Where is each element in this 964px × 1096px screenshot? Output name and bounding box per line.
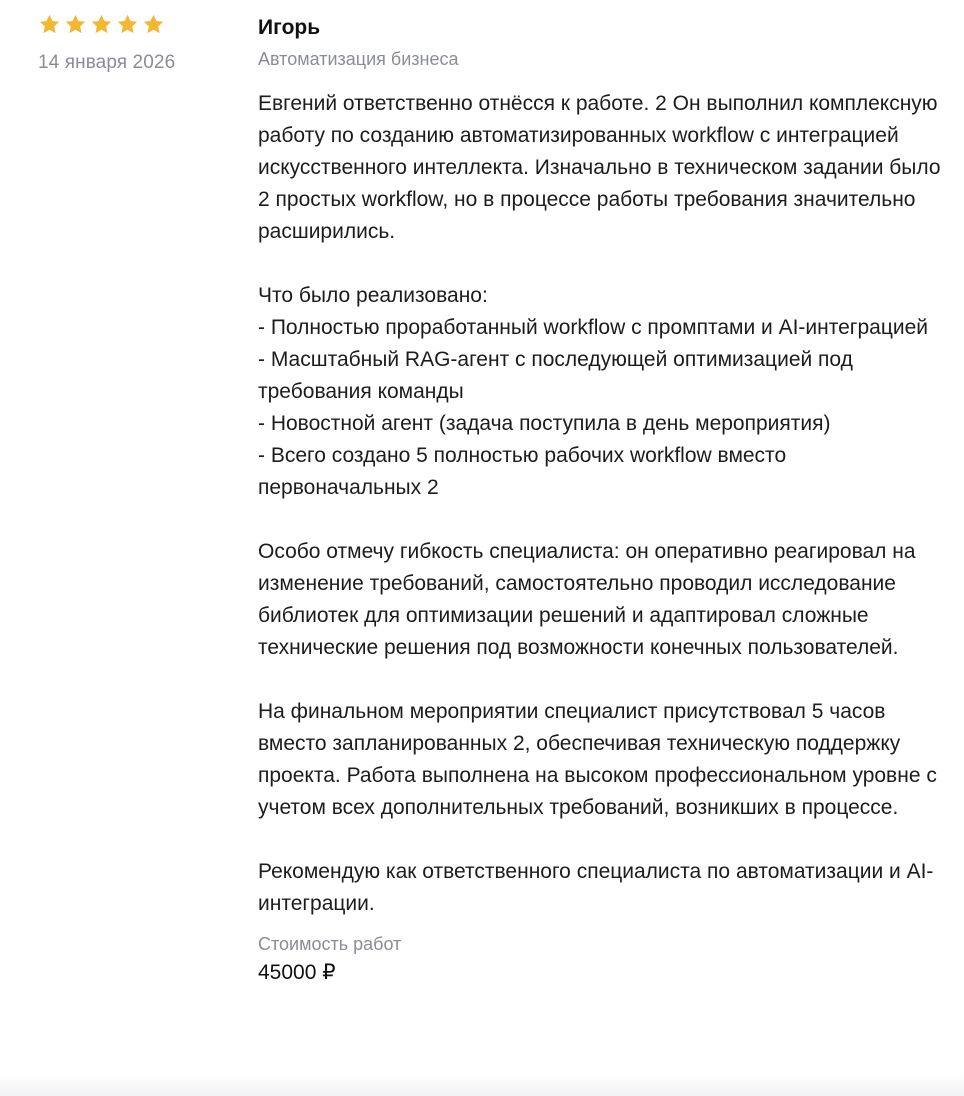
star-icon — [90, 13, 113, 36]
review-body — [258, 14, 948, 987]
cost-value: 45000 ₽ — [258, 961, 336, 984]
star-rating — [38, 12, 238, 36]
star-icon — [38, 13, 61, 36]
star-icon — [142, 13, 165, 36]
review-paragraph: Особо отмечу гибкость специалиста: он оперативно реагировал на изменение требований, самостоятельно проводил исследование библиотек для оптимизации решений и адаптировал сложные технические решения под возможности конечных пользователей. — [258, 540, 916, 659]
review-meta — [38, 12, 238, 74]
star-icon — [116, 13, 139, 36]
review-text — [258, 88, 948, 920]
star-icon — [64, 13, 87, 36]
review-date: 14 января 2026 — [38, 52, 176, 73]
cost-label: Стоимость работ — [258, 934, 402, 954]
author-name[interactable]: Игорь — [258, 16, 321, 39]
review-paragraph: Рекомендую как ответственного специалиста по автоматизации и AI-интеграции. — [258, 860, 934, 915]
review-paragraph: Евгений ответственно отнёсся к работе. 2 Он выполнил комплексную работу по созданию автоматизированных workflow с интеграцией искусственного интеллекта. Изначально в техническом задании было 2 простых workflow, но в процессе работы требования значительно расширились. — [258, 92, 941, 243]
review-paragraph: На финальном мероприятии специалист присутствовал 5 часов вместо запланированных 2, обеспечивая техническую поддержку проекта. Работа выполнена на высоком профессиональном уровне с учетом всех дополнительных требований, возникших в процессе. — [258, 700, 937, 819]
review-paragraph: Что было реализовано: - Полностью проработанный workflow с промптами и AI-интеграцией - Масштабный RAG-агент с последующей оптимизацией под требования команды - Новостной агент (задача поступила в день мероприятия) - Всего создано 5 полностью рабочих workflow вместо первоначальных 2 — [258, 284, 928, 499]
review-category[interactable]: Автоматизация бизнеса — [258, 49, 459, 69]
bottom-divider — [0, 1074, 964, 1096]
